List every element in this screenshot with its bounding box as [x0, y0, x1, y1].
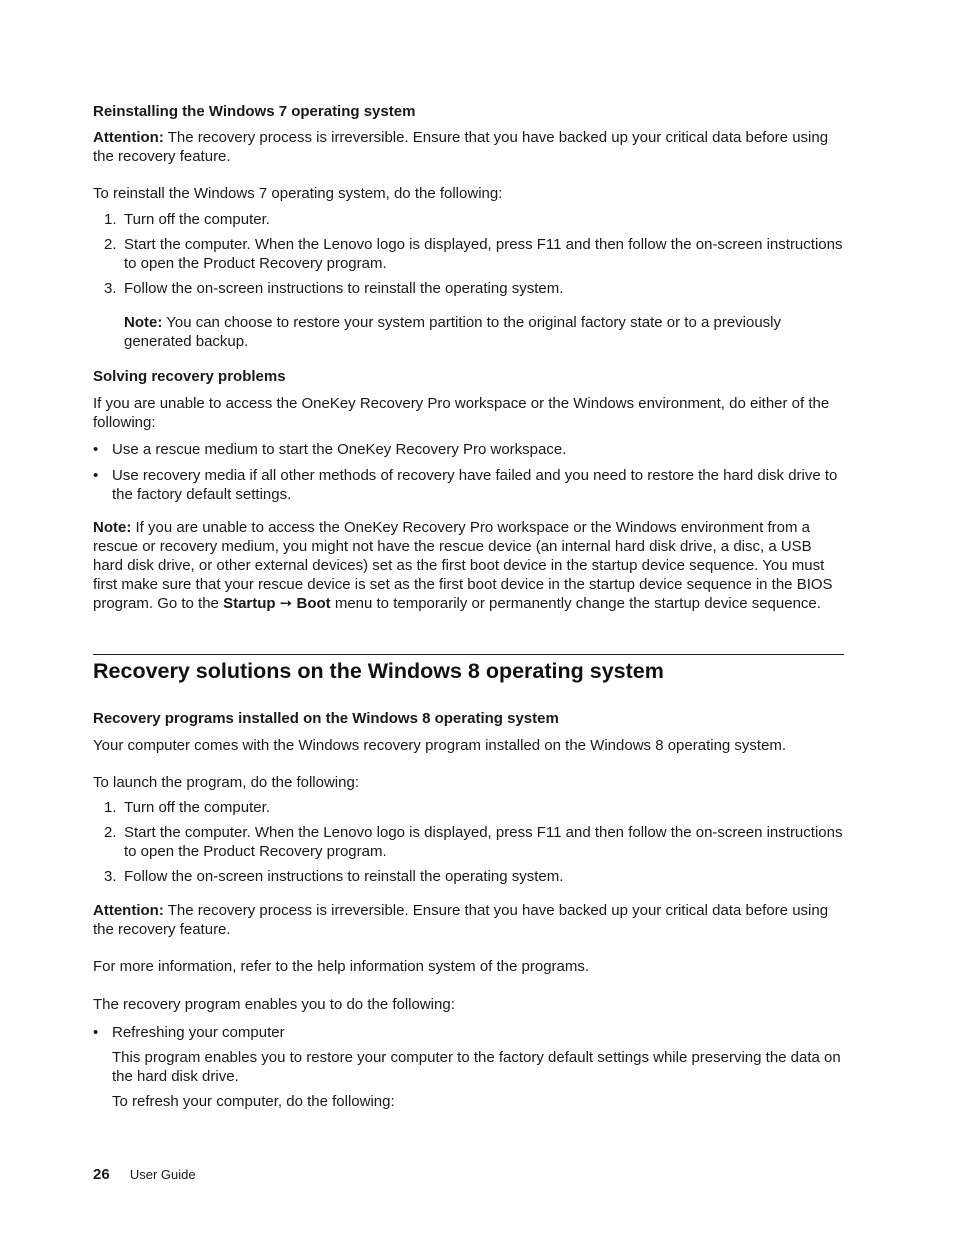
attention-text: The recovery process is irreversible. Ensure that you have backed up your critical data before using the recovery feature.: [93, 129, 829, 165]
note-text: If you are unable to access the OneKey Recovery Pro workspace or the Windows environment from a rescue or recovery medium, you might not have the rescue device (an internal hard disk drive, a disc, a USB hard disk drive, or other external devices) set as the first boot device in the startup device sequence. You must first make sure that your rescue device is set as the first boot device in the startup device sequence in the BIOS program. Go to the: [93, 519, 833, 612]
heading-reinstalling-windows7: Reinstalling the Windows 7 operating system: [93, 103, 416, 120]
step-text: Follow the on-screen instructions to reinstall the operating system.: [124, 868, 564, 885]
intro-solving: If you are unable to access the OneKey Recovery Pro workspace or the Windows environment, do either of the following:: [93, 395, 830, 431]
bullet-text: Use recovery media if all other methods of recovery have failed and you need to restore the hard disk drive to the factory default settings.: [112, 467, 838, 503]
intro-win7: To reinstall the Windows 7 operating system, do the following:: [93, 185, 503, 202]
step-text: Turn off the computer.: [124, 799, 270, 816]
page-footer: [93, 1165, 196, 1184]
bullet-icon: •: [93, 441, 99, 458]
list-item: [93, 466, 844, 504]
list-item: [93, 798, 844, 817]
bullet-text: Refreshing your computer: [112, 1024, 285, 1041]
step-number: 1.: [104, 799, 117, 816]
list-item: [93, 823, 844, 861]
note-paragraph-win7: [124, 313, 844, 351]
step-text: Start the computer. When the Lenovo logo is displayed, press F11 and then follow the on-screen instructions to open the Product Recovery program.: [124, 236, 843, 272]
step-number: 1.: [104, 211, 117, 228]
note-label: Note:: [93, 519, 132, 536]
step-number: 2.: [104, 824, 117, 841]
section-title-win8: Recovery solutions on the Windows 8 operating system: [93, 659, 664, 683]
list-item: [93, 1023, 844, 1042]
list-item: [93, 279, 844, 298]
step-number: 3.: [104, 868, 117, 885]
step-text: Turn off the computer.: [124, 211, 270, 228]
step-text: Start the computer. When the Lenovo logo is displayed, press F11 and then follow the on-screen instructions to open the Product Recovery program.: [124, 824, 843, 860]
note-paragraph-solving: [93, 518, 844, 613]
footer-doc-title: User Guide: [129, 1167, 196, 1182]
arrow-right-icon: ➙: [279, 595, 293, 612]
bullet-icon: •: [93, 467, 99, 484]
note-text: You can choose to restore your system partition to the original factory state or to a previously generated backup.: [124, 314, 781, 350]
attention-label: Attention:: [93, 129, 164, 146]
heading-recovery-programs-win8: Recovery programs installed on the Windows 8 operating system: [93, 710, 559, 727]
attention-label: Attention:: [93, 902, 164, 919]
attention-paragraph-win8: [93, 901, 844, 939]
step-text: Follow the on-screen instructions to reinstall the operating system.: [124, 280, 564, 297]
note-text-end: menu to temporarily or permanently change the startup device sequence.: [334, 595, 821, 612]
heading-solving-recovery-problems: Solving recovery problems: [93, 368, 286, 385]
bullet-icon: •: [93, 1024, 99, 1041]
list-item: [93, 235, 844, 273]
menu-startup: Startup: [223, 595, 276, 612]
section-divider: [93, 654, 844, 655]
attention-paragraph-win7: [93, 128, 844, 166]
step-number: 3.: [104, 280, 117, 297]
list-item: [93, 210, 844, 229]
more-info-paragraph: For more information, refer to the help information system of the programs.: [93, 958, 590, 975]
bullet-text: Use a rescue medium to start the OneKey Recovery Pro workspace.: [112, 441, 567, 458]
list-item: [93, 867, 844, 886]
refresh-howto: To refresh your computer, do the following:: [112, 1093, 395, 1110]
attention-text: The recovery process is irreversible. Ensure that you have backed up your critical data before using the recovery feature.: [93, 902, 829, 938]
menu-boot: Boot: [296, 595, 331, 612]
page-number: 26: [93, 1166, 110, 1183]
note-label: Note:: [124, 314, 163, 331]
intro-win8: Your computer comes with the Windows recovery program installed on the Windows 8 operating system.: [93, 737, 787, 754]
refresh-description: This program enables you to restore your computer to the factory default settings while preserving the data on the hard disk drive.: [112, 1049, 841, 1085]
launch-intro: To launch the program, do the following:: [93, 774, 359, 791]
enables-paragraph: The recovery program enables you to do the following:: [93, 996, 455, 1013]
step-number: 2.: [104, 236, 117, 253]
list-item: [93, 440, 844, 459]
